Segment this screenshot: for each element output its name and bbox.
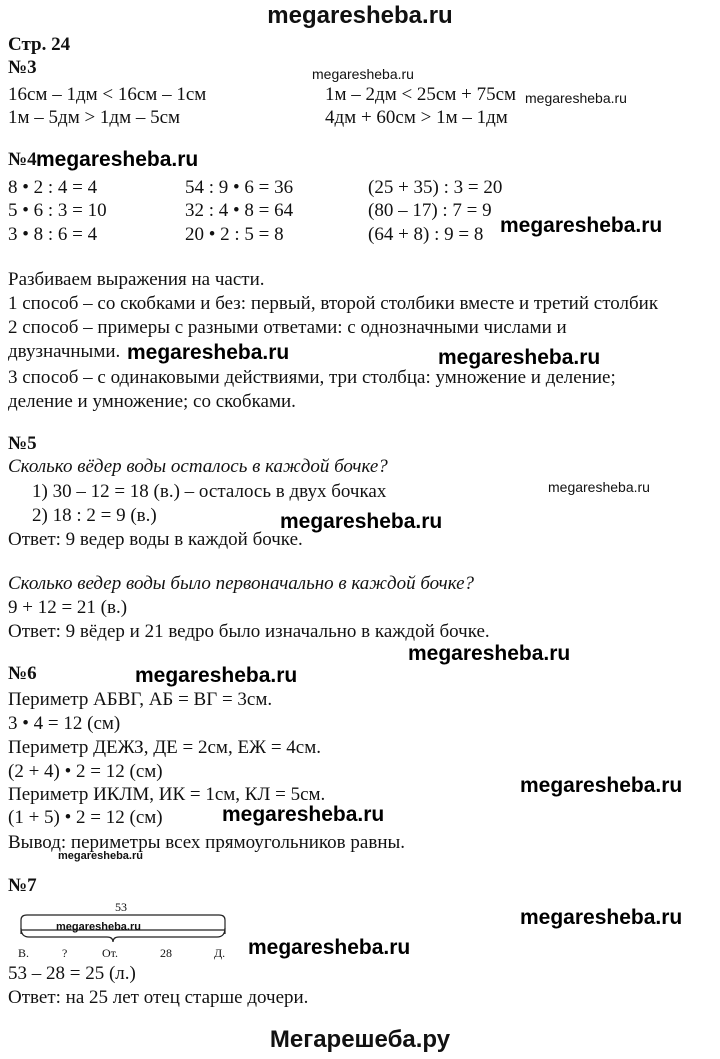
diagram-label: От. <box>102 946 119 960</box>
task-4-cell: 8 • 2 : 4 = 4 <box>8 177 98 198</box>
watermark: megaresheba.ru <box>222 803 385 826</box>
total-label: 53 <box>115 900 127 914</box>
task-4-cell: (80 – 17) : 7 = 9 <box>368 200 492 221</box>
text-line: (2 + 4) • 2 = 12 (см) <box>8 761 163 782</box>
text-line: Периметр АБВГ, АБ = ВГ = 3см. <box>8 689 273 710</box>
watermark: megaresheba.ru <box>135 664 298 687</box>
task-4-cell: 54 : 9 • 6 = 36 <box>185 177 294 198</box>
text-line: Разбиваем выражения на части. <box>8 269 265 290</box>
task-4-title: №4 <box>8 149 37 170</box>
diagram-label: В. <box>18 946 30 960</box>
text-line: 3 • 4 = 12 (см) <box>8 713 121 734</box>
diagram-label: Д. <box>214 946 226 960</box>
answer: Ответ: 9 вёдер и 21 ведро было изначально в каждой бочке. <box>8 621 490 642</box>
answer: Ответ: на 25 лет отец старше дочери. <box>8 987 309 1008</box>
question: Сколько ведер воды было первоначально в каждой бочке? <box>8 573 475 594</box>
solution-step: 1) 30 – 12 = 18 (в.) – осталось в двух бочках <box>32 481 387 502</box>
task-4-cell: 3 • 8 : 6 = 4 <box>8 224 98 245</box>
watermark: megaresheba.ru <box>56 921 141 933</box>
task-3-line: 1м – 5дм > 1дм – 5см <box>8 107 181 128</box>
solution-step: 53 – 28 = 25 (л.) <box>8 963 136 984</box>
watermark: megaresheba.ru <box>438 346 601 369</box>
page-number: Стр. 24 <box>8 34 71 55</box>
text-line: двузначными. <box>8 341 121 362</box>
text-line: 2 способ – примеры с разными ответами: с однозначными числами и <box>8 317 567 338</box>
text-line: 1 способ – со скобками и без: первый, второй столбики вместе и третий столбик <box>8 293 659 314</box>
task-3-line: 1м – 2дм < 25см + 75см <box>325 84 517 105</box>
watermark: megaresheba.ru <box>525 90 627 106</box>
watermark: megaresheba.ru <box>548 479 650 495</box>
task-4-cell: (25 + 35) : 3 = 20 <box>368 177 503 198</box>
solution-step: 9 + 12 = 21 (в.) <box>8 597 128 618</box>
diagram-label: ? <box>62 946 68 960</box>
watermark: megaresheba.ru <box>127 341 290 364</box>
watermark: megaresheba.ru <box>500 214 663 237</box>
solution-step: 2) 18 : 2 = 9 (в.) <box>32 505 157 526</box>
text-line: (1 + 5) • 2 = 12 (см) <box>8 807 163 828</box>
text-line: Периметр ИКЛМ, ИК = 1см, КЛ = 5см. <box>8 784 326 805</box>
task-4-cell: 5 • 6 : 3 = 10 <box>8 200 107 221</box>
text-line: 3 способ – с одинаковыми действиями, три столбца: умножение и деление; <box>8 367 616 388</box>
task-6-title: №6 <box>8 663 37 684</box>
task-4-cell: 32 : 4 • 8 = 64 <box>185 200 294 221</box>
task-3-title: №3 <box>8 57 37 78</box>
site-header: megaresheba.ru <box>267 2 453 29</box>
watermark: megaresheba.ru <box>280 510 443 533</box>
watermark: megaresheba.ru <box>58 850 143 862</box>
watermark: megaresheba.ru <box>408 642 571 665</box>
watermark: megaresheba.ru <box>312 66 414 82</box>
task-5-title: №5 <box>8 433 37 454</box>
task-3-line: 16см – 1дм < 16см – 1см <box>8 84 207 105</box>
watermark: megaresheba.ru <box>520 906 683 929</box>
diagram-label: 28 <box>160 946 172 960</box>
watermark: megaresheba.ru <box>520 774 683 797</box>
text-line: деление и умножение; со скобками. <box>8 391 296 412</box>
watermark: megaresheba.ru <box>36 148 199 171</box>
task-4-cell: (64 + 8) : 9 = 8 <box>368 224 484 245</box>
text-line: Периметр ДЕЖЗ, ДЕ = 2см, ЕЖ = 4см. <box>8 737 321 758</box>
answer: Ответ: 9 ведер воды в каждой бочке. <box>8 529 303 550</box>
watermark: megaresheba.ru <box>248 936 411 959</box>
question: Сколько вёдер воды осталось в каждой бочке? <box>8 456 388 477</box>
task-7-title: №7 <box>8 875 37 896</box>
site-footer: Мегарешеба.ру <box>269 1026 451 1053</box>
task-4-cell: 20 • 2 : 5 = 8 <box>185 224 284 245</box>
task-3-line: 4дм + 60см > 1м – 1дм <box>325 107 508 128</box>
text-line: Вывод: периметры всех прямоугольников равны. <box>8 832 405 853</box>
